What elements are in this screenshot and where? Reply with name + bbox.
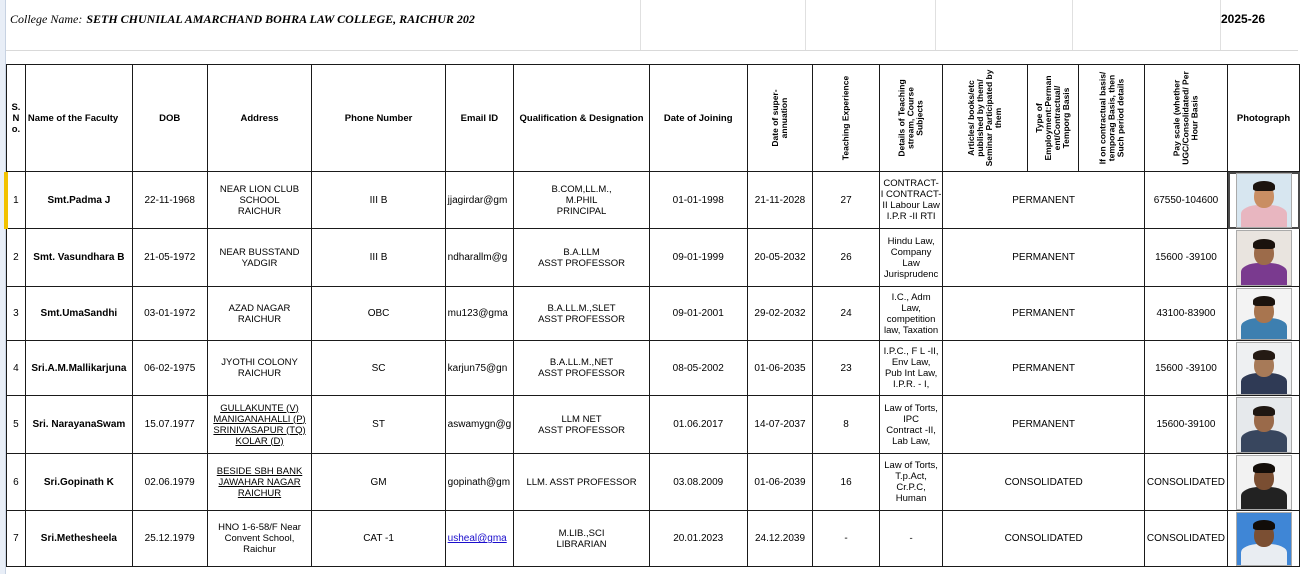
subject-line: Law xyxy=(902,257,920,269)
qualification-cell[interactable] xyxy=(514,454,650,511)
address-cell[interactable] xyxy=(207,229,312,287)
subject-line: I.P.R. - I, xyxy=(892,379,930,390)
col-sno[interactable]: S. N o. xyxy=(7,65,26,172)
email-text: aswamygn@g xyxy=(447,419,512,430)
doj-cell[interactable]: 03.08.2009 xyxy=(649,454,747,511)
address-line: NEAR LION CLUB xyxy=(219,183,300,195)
address-line: GULLAKUNTE (V) xyxy=(220,402,299,414)
faculty-photo[interactable] xyxy=(1236,397,1292,453)
col-employment[interactable] xyxy=(1027,65,1079,172)
phone-cell[interactable]: SC xyxy=(312,341,445,396)
subject-line: Lab Law, xyxy=(892,435,931,447)
table-row xyxy=(7,396,1300,454)
subjects-cell[interactable] xyxy=(879,229,943,287)
col-contract-period-label: If on contractual basis/ temporag Basis, then Such period details xyxy=(1097,71,1126,165)
superannuation-cell[interactable]: 20-05-2032 xyxy=(747,229,813,287)
address-cell[interactable] xyxy=(207,341,312,396)
payscale-cell[interactable]: 43100-83900 xyxy=(1144,287,1227,341)
experience-cell[interactable]: 26 xyxy=(813,229,879,287)
subject-line: competition xyxy=(886,313,936,325)
dob-cell[interactable]: 03-01-1972 xyxy=(132,287,207,341)
photo-hair xyxy=(1253,181,1275,191)
employment-cell[interactable]: CONSOLIDATED xyxy=(943,511,1144,567)
subject-line: Law, xyxy=(901,302,921,314)
faculty-photo[interactable] xyxy=(1236,173,1292,228)
address-line: JAWAHAR NAGAR xyxy=(218,476,301,488)
payscale-cell[interactable]: CONSOLIDATED xyxy=(1144,454,1227,511)
address-line: BESIDE SBH BANK xyxy=(216,465,303,477)
subject-line: II Labour Law xyxy=(882,200,940,211)
sno-cell[interactable]: 2 xyxy=(7,229,26,287)
employment-cell[interactable]: PERMANENT xyxy=(943,396,1144,454)
subject-line: Human xyxy=(895,493,927,504)
photo-hair xyxy=(1253,296,1275,306)
address-cell[interactable] xyxy=(207,287,312,341)
sno-cell[interactable]: 3 xyxy=(7,287,26,341)
faculty-name-cell[interactable]: Smt.Padma J xyxy=(25,172,132,229)
doj-cell[interactable]: 20.01.2023 xyxy=(649,511,747,567)
col-subjects-label: Details of Teaching stream, Course Subjects xyxy=(896,79,925,157)
photo-hair xyxy=(1253,350,1275,360)
doj-cell[interactable]: 09-01-2001 xyxy=(649,287,747,341)
active-row-marker xyxy=(4,172,8,229)
col-qualification[interactable]: Qualification & Designation xyxy=(514,65,650,172)
photo-body xyxy=(1241,430,1287,452)
academic-year[interactable]: 2025-26 xyxy=(1221,12,1266,26)
col-phone[interactable]: Phone Number xyxy=(312,65,445,172)
address-cell[interactable] xyxy=(207,396,312,454)
phone-cell[interactable]: OBC xyxy=(312,287,445,341)
experience-cell[interactable]: 27 xyxy=(813,172,879,229)
doj-cell[interactable]: 08-05-2002 xyxy=(649,341,747,396)
subject-line: Pub Int Law, xyxy=(884,368,938,379)
faculty-photo[interactable] xyxy=(1236,230,1292,286)
faculty-photo[interactable] xyxy=(1236,288,1292,340)
sno-cell[interactable]: 5 xyxy=(7,396,26,454)
photograph-cell[interactable] xyxy=(1228,172,1300,229)
faculty-name-cell[interactable]: Smt.UmaSandhi xyxy=(25,287,132,341)
col-email[interactable]: Email ID xyxy=(445,65,514,172)
email-text[interactable]: usheal@gma xyxy=(447,533,507,544)
col-experience[interactable] xyxy=(813,65,879,172)
col-payscale-label: Pay scale (whether UGC/Consolidated/ Per Hour Basis xyxy=(1171,71,1200,165)
experience-cell[interactable]: 8 xyxy=(813,396,879,454)
employment-cell[interactable]: CONSOLIDATED xyxy=(943,454,1144,511)
qualification-line: B.A.LLM xyxy=(563,246,600,258)
phone-cell[interactable]: III B xyxy=(312,229,445,287)
superannuation-cell[interactable]: 01-06-2035 xyxy=(747,341,813,396)
qualification-line: ASST PROFESSOR xyxy=(538,424,625,436)
gridline xyxy=(805,0,806,50)
dob-cell[interactable]: 21-05-1972 xyxy=(132,229,207,287)
header-row xyxy=(7,65,1300,172)
photo-body xyxy=(1241,487,1287,509)
col-photograph[interactable]: Photograph xyxy=(1228,65,1300,172)
employment-cell[interactable]: PERMANENT xyxy=(943,341,1144,396)
photo-hair xyxy=(1253,406,1275,416)
gridline xyxy=(1072,0,1073,50)
address-line: RAICHUR xyxy=(237,205,282,217)
qualification-line: LIBRARIAN xyxy=(556,538,607,550)
phone-cell[interactable]: III B xyxy=(312,172,445,229)
sno-cell[interactable]: 4 xyxy=(7,341,26,396)
subjects-cell[interactable] xyxy=(879,454,943,511)
faculty-photo[interactable] xyxy=(1236,455,1292,510)
experience-cell[interactable]: 23 xyxy=(813,341,879,396)
subject-line: I.P.C., F L -II, xyxy=(883,346,939,357)
experience-cell[interactable]: 16 xyxy=(813,454,879,511)
subject-line: I.P.R -II RTI xyxy=(886,211,936,222)
email-text: mu123@gma xyxy=(447,308,508,319)
subjects-cell[interactable] xyxy=(879,172,943,229)
photograph-cell[interactable] xyxy=(1228,229,1300,287)
college-title[interactable] xyxy=(10,12,475,27)
gridline xyxy=(640,0,641,50)
email-cell[interactable] xyxy=(445,396,514,454)
dob-cell[interactable]: 02.06.1979 xyxy=(132,454,207,511)
employment-cell[interactable]: PERMANENT xyxy=(943,172,1144,229)
email-text: gopinath@gm xyxy=(447,476,511,488)
dob-cell[interactable]: 25.12.1979 xyxy=(132,511,207,567)
doj-cell[interactable]: 01.06.2017 xyxy=(649,396,747,454)
subject-line: - xyxy=(909,533,913,544)
experience-cell[interactable]: - xyxy=(813,511,879,567)
superannuation-cell[interactable]: 14-07-2037 xyxy=(747,396,813,454)
qualification-line: B.A.LL.M.,SLET xyxy=(547,302,616,314)
qualification-cell[interactable] xyxy=(514,287,650,341)
table-row xyxy=(7,287,1300,341)
address-cell[interactable] xyxy=(207,172,312,229)
qualification-line: M.PHIL xyxy=(565,194,598,206)
superannuation-cell[interactable]: 24.12.2039 xyxy=(747,511,813,567)
gridline xyxy=(6,50,1298,51)
superannuation-cell[interactable]: 21-11-2028 xyxy=(747,172,813,229)
subjects-cell[interactable] xyxy=(879,287,943,341)
address-line: Raichur xyxy=(243,544,276,555)
col-subjects[interactable] xyxy=(879,65,943,172)
address-line: NEAR BUSSTAND xyxy=(219,246,300,258)
table-row xyxy=(7,454,1300,511)
col-articles[interactable] xyxy=(943,65,1027,172)
col-name[interactable]: Name of the Faculty xyxy=(25,65,132,172)
address-cell[interactable] xyxy=(207,511,312,567)
col-contract-period[interactable] xyxy=(1079,65,1144,172)
address-line: KOLAR (D) xyxy=(235,435,284,447)
doj-cell[interactable]: 01-01-1998 xyxy=(649,172,747,229)
employment-cell[interactable]: PERMANENT xyxy=(943,229,1144,287)
col-superannuation-label: Date of super- annuation xyxy=(769,89,789,147)
payscale-cell[interactable]: 67550-104600 xyxy=(1144,172,1227,229)
photograph-cell[interactable] xyxy=(1228,396,1300,454)
email-cell[interactable] xyxy=(445,172,514,229)
address-line: MANIGANAHALLI (P) xyxy=(213,413,306,425)
qualification-line: PRINCIPAL xyxy=(556,205,607,217)
col-payscale[interactable] xyxy=(1144,65,1227,172)
dob-cell[interactable]: 22-11-1968 xyxy=(132,172,207,229)
subject-line: Contract -II, xyxy=(886,424,936,436)
table-row xyxy=(7,341,1300,396)
employment-cell[interactable]: PERMANENT xyxy=(943,287,1144,341)
col-superannuation[interactable] xyxy=(747,65,813,172)
email-text: jjagirdar@gm xyxy=(447,194,508,206)
table-row xyxy=(7,511,1300,567)
address-line: RAICHUR xyxy=(237,313,282,325)
col-employment-label: Type of Employment:Perman ent/Contractual/ Temporg Basis xyxy=(1034,75,1072,161)
doj-cell[interactable]: 09-01-1999 xyxy=(649,229,747,287)
qualification-cell[interactable] xyxy=(514,341,650,396)
subject-line: I.C., Adm xyxy=(891,291,931,303)
gridline xyxy=(935,0,936,50)
address-line: YADGIR xyxy=(241,257,278,269)
email-cell[interactable] xyxy=(445,229,514,287)
col-experience-label: Teaching Experience xyxy=(840,75,851,161)
dob-cell[interactable]: 06-02-1975 xyxy=(132,341,207,396)
superannuation-cell[interactable]: 29-02-2032 xyxy=(747,287,813,341)
photograph-cell[interactable] xyxy=(1228,341,1300,396)
photo-hair xyxy=(1253,463,1275,473)
qualification-line: B.A.LL.M.,NET xyxy=(549,357,614,368)
col-address[interactable]: Address xyxy=(207,65,312,172)
email-cell[interactable] xyxy=(445,287,514,341)
email-cell[interactable] xyxy=(445,341,514,396)
faculty-name-cell[interactable]: Smt. Vasundhara B xyxy=(25,229,132,287)
qualification-line: ASST PROFESSOR xyxy=(538,368,625,379)
subject-line: Company xyxy=(890,246,932,258)
qualification-line: ASST PROFESSOR xyxy=(538,257,625,269)
photograph-cell[interactable] xyxy=(1228,511,1300,567)
phone-cell[interactable]: ST xyxy=(312,396,445,454)
email-cell[interactable] xyxy=(445,454,514,511)
dob-cell[interactable]: 15.07.1977 xyxy=(132,396,207,454)
subject-line: CONTRACT- xyxy=(883,178,939,189)
qualification-line: LLM. ASST PROFESSOR xyxy=(526,476,637,488)
phone-cell[interactable]: CAT -1 xyxy=(312,511,445,567)
photo-hair xyxy=(1253,520,1275,530)
faculty-table xyxy=(6,64,1300,567)
address-cell[interactable] xyxy=(207,454,312,511)
subject-line: Law of Torts, xyxy=(884,460,938,471)
email-cell[interactable] xyxy=(445,511,514,567)
qualification-line: M.LIB.,SCI xyxy=(558,527,605,539)
qualification-line: B.COM,LL.M., xyxy=(551,183,612,195)
college-label: College Name: xyxy=(10,12,83,26)
faculty-name-cell[interactable]: Sri. NarayanaSwam xyxy=(25,396,132,454)
table-row xyxy=(7,229,1300,287)
qualification-cell[interactable] xyxy=(514,511,650,567)
subject-line: T.p.Act, xyxy=(895,471,927,482)
faculty-photo[interactable] xyxy=(1236,342,1292,395)
photo-body xyxy=(1241,263,1287,285)
table-body xyxy=(7,172,1300,567)
address-line: Convent School, xyxy=(224,533,295,544)
faculty-photo[interactable] xyxy=(1236,512,1292,566)
address-line: HNO 1-6-58/F Near xyxy=(218,522,301,533)
subjects-cell[interactable] xyxy=(879,511,943,567)
experience-cell[interactable]: 24 xyxy=(813,287,879,341)
subject-line: Cr.P.C, xyxy=(896,482,926,493)
subjects-cell[interactable] xyxy=(879,396,943,454)
qualification-cell[interactable] xyxy=(514,396,650,454)
subject-line: law, Taxation xyxy=(883,324,939,336)
qualification-line: ASST PROFESSOR xyxy=(538,313,625,325)
subjects-cell[interactable] xyxy=(879,341,943,396)
address-line: AZAD NAGAR xyxy=(228,302,291,314)
address-line: RAICHUR xyxy=(237,368,282,379)
phone-cell[interactable]: GM xyxy=(312,454,445,511)
sno-cell[interactable]: 7 xyxy=(7,511,26,567)
address-line: SRINIVASAPUR (TQ) xyxy=(213,424,306,436)
email-text: karjun75@gn xyxy=(447,362,508,374)
photo-body xyxy=(1241,205,1287,227)
address-line: JYOTHI COLONY xyxy=(221,357,298,368)
subject-line: Env Law, xyxy=(891,357,931,368)
col-articles-label: Articles/ books/etc published by them/ Seminar Participated by them xyxy=(966,69,1004,167)
superannuation-cell[interactable]: 01-06-2039 xyxy=(747,454,813,511)
qualification-line: LLM NET xyxy=(561,413,602,425)
subject-line: Jurisprudenc xyxy=(883,268,939,280)
subject-line: IPC xyxy=(903,413,920,425)
payscale-cell[interactable]: 15600 -39100 xyxy=(1144,229,1227,287)
subject-line: Law of Torts, xyxy=(884,402,938,414)
address-line: SCHOOL xyxy=(239,194,280,206)
college-name: SETH CHUNILAL AMARCHAND BOHRA LAW COLLEGE, RAICHUR 202 xyxy=(86,12,475,26)
photo-hair xyxy=(1253,239,1275,249)
subject-line: Hindu Law, xyxy=(887,235,935,247)
photograph-cell[interactable] xyxy=(1228,287,1300,341)
subject-line: I CONTRACT- xyxy=(880,189,942,200)
photo-body xyxy=(1241,544,1287,565)
payscale-cell[interactable]: 15600 -39100 xyxy=(1144,341,1227,396)
faculty-name-cell[interactable]: Sri.Methesheela xyxy=(25,511,132,567)
table-row xyxy=(7,172,1300,229)
sno-cell[interactable]: 6 xyxy=(7,454,26,511)
col-dob[interactable]: DOB xyxy=(132,65,207,172)
address-line: RAICHUR xyxy=(237,487,282,499)
col-doj[interactable]: Date of Joining xyxy=(649,65,747,172)
payscale-cell[interactable]: 15600-39100 xyxy=(1144,396,1227,454)
email-text: ndharallm@g xyxy=(447,252,508,263)
faculty-name-cell[interactable]: Sri.Gopinath K xyxy=(25,454,132,511)
qualification-cell[interactable] xyxy=(514,172,650,229)
photograph-cell[interactable] xyxy=(1228,454,1300,511)
faculty-name-cell[interactable]: Sri.A.M.Mallikarjuna xyxy=(25,341,132,396)
sno-cell[interactable]: 1 xyxy=(7,172,26,229)
qualification-cell[interactable] xyxy=(514,229,650,287)
payscale-cell[interactable]: CONSOLIDATED xyxy=(1144,511,1227,567)
